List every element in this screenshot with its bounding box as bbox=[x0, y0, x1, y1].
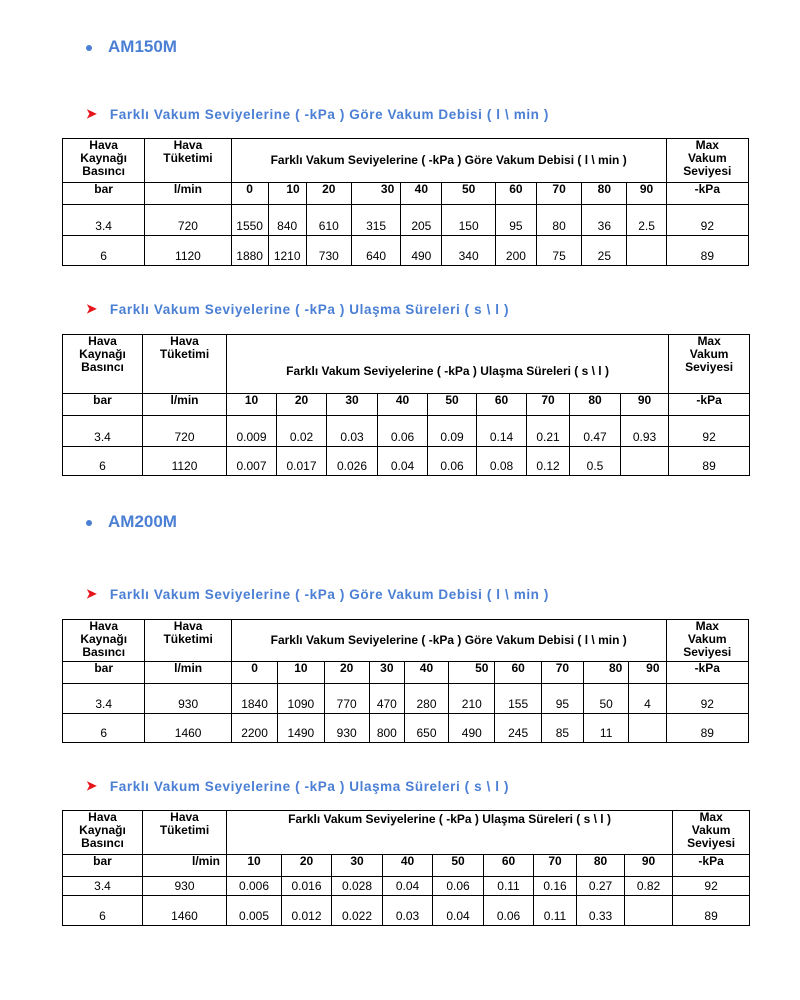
header-line: Basıncı bbox=[82, 645, 126, 659]
cell-value bbox=[621, 447, 669, 476]
level-header: 50 bbox=[433, 855, 484, 877]
cell-value: 50 bbox=[584, 684, 629, 714]
header-pressure bbox=[63, 620, 145, 662]
unit-lmin: l/min bbox=[143, 855, 227, 877]
cell-value: 95 bbox=[495, 205, 536, 236]
level-header: 40 bbox=[404, 662, 448, 684]
arrow-bullet-icon: ➤ bbox=[86, 778, 97, 793]
header-max-vacuum bbox=[673, 811, 750, 855]
cell-value: 0.012 bbox=[282, 896, 332, 926]
cell-value: 1550 bbox=[231, 205, 268, 236]
cell-value: 930 bbox=[324, 714, 369, 743]
level-header: 90 bbox=[621, 394, 669, 416]
level-header: 60 bbox=[477, 394, 527, 416]
cell-value: 0.09 bbox=[428, 416, 477, 447]
section-heading-flow-am150m bbox=[86, 106, 549, 122]
level-header: 50 bbox=[449, 662, 495, 684]
time-table-am150m bbox=[62, 334, 750, 476]
header-line: Hava bbox=[89, 138, 118, 152]
header-line: Vakum bbox=[689, 347, 729, 361]
cell-value: 0.27 bbox=[577, 877, 625, 896]
section-heading-text: Farklı Vakum Seviyelerine ( -kPa ) Göre Vakum Debisi ( l \ min ) bbox=[109, 106, 549, 122]
cell-value: 0.33 bbox=[577, 896, 625, 926]
unit-row bbox=[63, 394, 750, 416]
cell-value: 2200 bbox=[231, 714, 277, 743]
cell-value: 0.016 bbox=[282, 877, 332, 896]
table-row bbox=[63, 416, 750, 447]
cell-value: 0.11 bbox=[484, 877, 534, 896]
header-line: Hava bbox=[89, 619, 119, 633]
cell-consumption: 1120 bbox=[145, 236, 231, 266]
cell-value: 0.14 bbox=[477, 416, 527, 447]
level-header: 70 bbox=[534, 855, 577, 877]
header-max-vacuum bbox=[669, 335, 750, 394]
level-header: 10 bbox=[227, 394, 277, 416]
level-header: 40 bbox=[401, 183, 442, 205]
bullet-icon bbox=[86, 520, 92, 526]
header-line: Kaynağı bbox=[79, 823, 126, 837]
cell-consumption: 720 bbox=[143, 416, 227, 447]
cell-value: 0.06 bbox=[433, 877, 484, 896]
cell-value: 800 bbox=[369, 714, 404, 743]
cell-value: 36 bbox=[582, 205, 627, 236]
cell-value: 0.06 bbox=[484, 896, 534, 926]
cell-value: 155 bbox=[495, 684, 541, 714]
cell-value: 470 bbox=[369, 684, 404, 714]
cell-value: 200 bbox=[495, 236, 536, 266]
unit-kpa: -kPa bbox=[673, 855, 750, 877]
arrow-bullet-icon: ➤ bbox=[86, 301, 97, 316]
level-header: 60 bbox=[495, 662, 541, 684]
level-header: 10 bbox=[227, 855, 282, 877]
header-line: Hava bbox=[88, 334, 117, 348]
model-heading-am150m bbox=[86, 37, 177, 57]
model-heading-am200m bbox=[86, 512, 177, 532]
level-header: 80 bbox=[584, 662, 629, 684]
cell-value bbox=[627, 236, 666, 266]
cell-pressure: 6 bbox=[63, 447, 143, 476]
cell-value: 315 bbox=[351, 205, 400, 236]
level-header: 60 bbox=[484, 855, 534, 877]
header-line: Basıncı bbox=[82, 164, 125, 178]
cell-value: 0.03 bbox=[383, 896, 433, 926]
level-header: 60 bbox=[495, 183, 536, 205]
cell-max: 92 bbox=[673, 877, 750, 896]
cell-value: 0.04 bbox=[383, 877, 433, 896]
header-line: Tüketimi bbox=[159, 347, 210, 361]
arrow-bullet-icon: ➤ bbox=[86, 586, 97, 601]
cell-value: 730 bbox=[306, 236, 351, 266]
level-header: 40 bbox=[383, 855, 433, 877]
cell-value: 0.017 bbox=[277, 447, 327, 476]
header-line: Vakum bbox=[687, 151, 727, 165]
unit-row bbox=[63, 662, 749, 684]
section-heading-flow-am200m bbox=[86, 586, 549, 602]
level-header: 70 bbox=[536, 183, 581, 205]
header-line: Kaynağı bbox=[79, 347, 126, 361]
time-table-am200m bbox=[62, 810, 750, 926]
cell-value: 245 bbox=[495, 714, 541, 743]
cell-value bbox=[629, 714, 666, 743]
unit-lmin: l/min bbox=[145, 662, 232, 684]
unit-lmin: l/min bbox=[145, 183, 231, 205]
cell-value: 770 bbox=[324, 684, 369, 714]
cell-value bbox=[625, 896, 673, 926]
level-header: 20 bbox=[282, 855, 332, 877]
level-header: 10 bbox=[278, 662, 324, 684]
cell-value: 0.04 bbox=[433, 896, 484, 926]
level-header: 0 bbox=[231, 662, 277, 684]
cell-value: 650 bbox=[404, 714, 448, 743]
table-row bbox=[63, 714, 749, 743]
table-row bbox=[63, 684, 749, 714]
cell-max: 89 bbox=[669, 447, 750, 476]
cell-value: 85 bbox=[541, 714, 583, 743]
cell-value: 1490 bbox=[278, 714, 324, 743]
header-line: Hava bbox=[173, 138, 203, 152]
table-row bbox=[63, 447, 750, 476]
level-header: 20 bbox=[277, 394, 327, 416]
cell-value: 0.21 bbox=[527, 416, 570, 447]
cell-value: 0.82 bbox=[625, 877, 673, 896]
cell-value: 0.026 bbox=[327, 447, 378, 476]
cell-pressure: 6 bbox=[63, 896, 143, 926]
unit-kpa: -kPa bbox=[666, 183, 748, 205]
level-header: 90 bbox=[629, 662, 666, 684]
cell-value: 0.47 bbox=[570, 416, 621, 447]
cell-value: 840 bbox=[268, 205, 306, 236]
level-header: 30 bbox=[327, 394, 378, 416]
header-consumption bbox=[143, 811, 227, 855]
cell-value: 205 bbox=[401, 205, 442, 236]
header-max-vacuum bbox=[666, 620, 749, 662]
level-header: 20 bbox=[324, 662, 369, 684]
unit-kpa: -kPa bbox=[669, 394, 750, 416]
flow-table-am150m bbox=[62, 138, 749, 266]
cell-value: 0.06 bbox=[378, 416, 428, 447]
unit-lmin: l/min bbox=[143, 394, 227, 416]
level-header: 70 bbox=[527, 394, 570, 416]
header-line: Seviyesi bbox=[685, 360, 734, 374]
header-line: Max bbox=[699, 810, 723, 824]
header-consumption bbox=[145, 620, 232, 662]
cell-consumption: 930 bbox=[145, 684, 232, 714]
flow-table-am200m bbox=[62, 619, 749, 743]
section-heading-text: Farklı Vakum Seviyelerine ( -kPa ) Göre Vakum Debisi ( l \ min ) bbox=[109, 586, 549, 602]
level-header: 80 bbox=[582, 183, 627, 205]
header-line: Seviyesi bbox=[683, 645, 732, 659]
cell-value: 80 bbox=[536, 205, 581, 236]
level-header: 70 bbox=[541, 662, 583, 684]
cell-value: 0.04 bbox=[378, 447, 428, 476]
table-row bbox=[63, 896, 750, 926]
cell-value: 1840 bbox=[231, 684, 277, 714]
cell-value: 0.93 bbox=[621, 416, 669, 447]
level-header: 30 bbox=[369, 662, 404, 684]
cell-value: 0.16 bbox=[534, 877, 577, 896]
cell-value: 95 bbox=[541, 684, 583, 714]
header-line: Seviyesi bbox=[687, 836, 736, 850]
unit-bar: bar bbox=[63, 855, 143, 877]
cell-pressure: 6 bbox=[63, 714, 145, 743]
level-header: 30 bbox=[332, 855, 383, 877]
unit-bar: bar bbox=[63, 394, 143, 416]
header-time-title: Farklı Vakum Seviyelerine ( -kPa ) Ulaşma Süreleri ( s \ l ) bbox=[227, 335, 669, 394]
cell-value: 0.06 bbox=[428, 447, 477, 476]
unit-bar: bar bbox=[63, 183, 145, 205]
level-header: 10 bbox=[268, 183, 306, 205]
cell-value: 210 bbox=[449, 684, 495, 714]
cell-value: 0.08 bbox=[477, 447, 527, 476]
header-line: Hava bbox=[170, 810, 199, 824]
header-line: Kaynağı bbox=[80, 632, 128, 646]
header-flow-title: Farklı Vakum Seviyelerine ( -kPa ) Göre Vakum Debisi ( l \ min ) bbox=[231, 139, 666, 183]
header-line: Vakum bbox=[691, 823, 731, 837]
level-header: 90 bbox=[625, 855, 673, 877]
cell-max: 92 bbox=[666, 205, 748, 236]
level-header: 50 bbox=[442, 183, 495, 205]
cell-value: 0.022 bbox=[332, 896, 383, 926]
header-line: Hava bbox=[88, 810, 117, 824]
cell-consumption: 1120 bbox=[143, 447, 227, 476]
header-pressure bbox=[63, 139, 145, 183]
cell-value: 11 bbox=[584, 714, 629, 743]
cell-value: 25 bbox=[582, 236, 627, 266]
cell-value: 280 bbox=[404, 684, 448, 714]
cell-pressure: 6 bbox=[63, 236, 145, 266]
unit-row bbox=[63, 183, 749, 205]
header-line: Basıncı bbox=[81, 836, 124, 850]
header-pressure bbox=[63, 335, 143, 394]
cell-value: 0.009 bbox=[227, 416, 277, 447]
level-header: 40 bbox=[378, 394, 428, 416]
cell-value: 0.028 bbox=[332, 877, 383, 896]
cell-value: 0.007 bbox=[227, 447, 277, 476]
section-heading-time-am200m bbox=[86, 778, 509, 794]
cell-max: 92 bbox=[669, 416, 750, 447]
table-row bbox=[63, 236, 749, 266]
cell-consumption: 930 bbox=[143, 877, 227, 896]
cell-value: 1090 bbox=[278, 684, 324, 714]
cell-max: 89 bbox=[666, 714, 749, 743]
level-header: 80 bbox=[577, 855, 625, 877]
header-line: Max bbox=[695, 619, 719, 633]
level-header: 90 bbox=[627, 183, 666, 205]
cell-value: 0.03 bbox=[327, 416, 378, 447]
header-line: Max bbox=[697, 334, 721, 348]
header-line: Tüketimi bbox=[163, 632, 213, 646]
header-line: Tüketimi bbox=[159, 823, 210, 837]
cell-value: 490 bbox=[401, 236, 442, 266]
unit-row bbox=[63, 855, 750, 877]
model-name: AM150M bbox=[108, 37, 177, 56]
cell-pressure: 3.4 bbox=[63, 877, 143, 896]
level-header: 80 bbox=[570, 394, 621, 416]
level-header: 50 bbox=[428, 394, 477, 416]
cell-value: 0.005 bbox=[227, 896, 282, 926]
header-flow-title: Farklı Vakum Seviyelerine ( -kPa ) Göre Vakum Debisi ( l \ min ) bbox=[231, 620, 666, 662]
cell-value: 0.5 bbox=[570, 447, 621, 476]
cell-consumption: 1460 bbox=[143, 896, 227, 926]
unit-kpa: -kPa bbox=[666, 662, 749, 684]
cell-max: 89 bbox=[673, 896, 750, 926]
table-row bbox=[63, 877, 750, 896]
cell-value: 340 bbox=[442, 236, 495, 266]
cell-max: 92 bbox=[666, 684, 749, 714]
cell-value: 75 bbox=[536, 236, 581, 266]
section-heading-text: Farklı Vakum Seviyelerine ( -kPa ) Ulaşma Süreleri ( s \ l ) bbox=[109, 778, 510, 794]
cell-pressure: 3.4 bbox=[63, 205, 145, 236]
header-pressure bbox=[63, 811, 143, 855]
header-line: Hava bbox=[170, 334, 199, 348]
cell-value: 0.12 bbox=[527, 447, 570, 476]
header-max-vacuum bbox=[666, 139, 748, 183]
header-line: Kaynağı bbox=[80, 151, 127, 165]
header-consumption bbox=[143, 335, 227, 394]
header-line: Max bbox=[695, 138, 719, 152]
arrow-bullet-icon: ➤ bbox=[86, 106, 97, 121]
level-header: 0 bbox=[231, 183, 268, 205]
header-consumption bbox=[145, 139, 231, 183]
header-line: Basıncı bbox=[81, 360, 124, 374]
cell-consumption: 720 bbox=[145, 205, 231, 236]
cell-value: 0.11 bbox=[534, 896, 577, 926]
unit-bar: bar bbox=[63, 662, 145, 684]
header-line: Hava bbox=[173, 619, 203, 633]
model-name: AM200M bbox=[108, 512, 177, 531]
cell-consumption: 1460 bbox=[145, 714, 232, 743]
cell-value: 490 bbox=[449, 714, 495, 743]
level-header: 20 bbox=[306, 183, 351, 205]
header-line: Seviyesi bbox=[683, 164, 732, 178]
cell-pressure: 3.4 bbox=[63, 416, 143, 447]
cell-value: 610 bbox=[306, 205, 351, 236]
cell-value: 0.02 bbox=[277, 416, 327, 447]
bullet-icon bbox=[86, 45, 92, 51]
cell-max: 89 bbox=[666, 236, 748, 266]
cell-value: 1210 bbox=[268, 236, 306, 266]
header-line: Vakum bbox=[687, 632, 727, 646]
table-row bbox=[63, 205, 749, 236]
cell-value: 4 bbox=[629, 684, 666, 714]
cell-value: 0.006 bbox=[227, 877, 282, 896]
cell-value: 150 bbox=[442, 205, 495, 236]
section-heading-text: Farklı Vakum Seviyelerine ( -kPa ) Ulaşma Süreleri ( s \ l ) bbox=[109, 301, 510, 317]
cell-value: 2.5 bbox=[627, 205, 666, 236]
header-line: Tüketimi bbox=[163, 151, 213, 165]
level-header: 30 bbox=[351, 183, 400, 205]
cell-value: 1880 bbox=[231, 236, 268, 266]
cell-pressure: 3.4 bbox=[63, 684, 145, 714]
header-time-title: Farklı Vakum Seviyelerine ( -kPa ) Ulaşma Süreleri ( s \ l ) bbox=[227, 811, 673, 855]
cell-value: 640 bbox=[351, 236, 400, 266]
section-heading-time-am150m bbox=[86, 301, 509, 317]
